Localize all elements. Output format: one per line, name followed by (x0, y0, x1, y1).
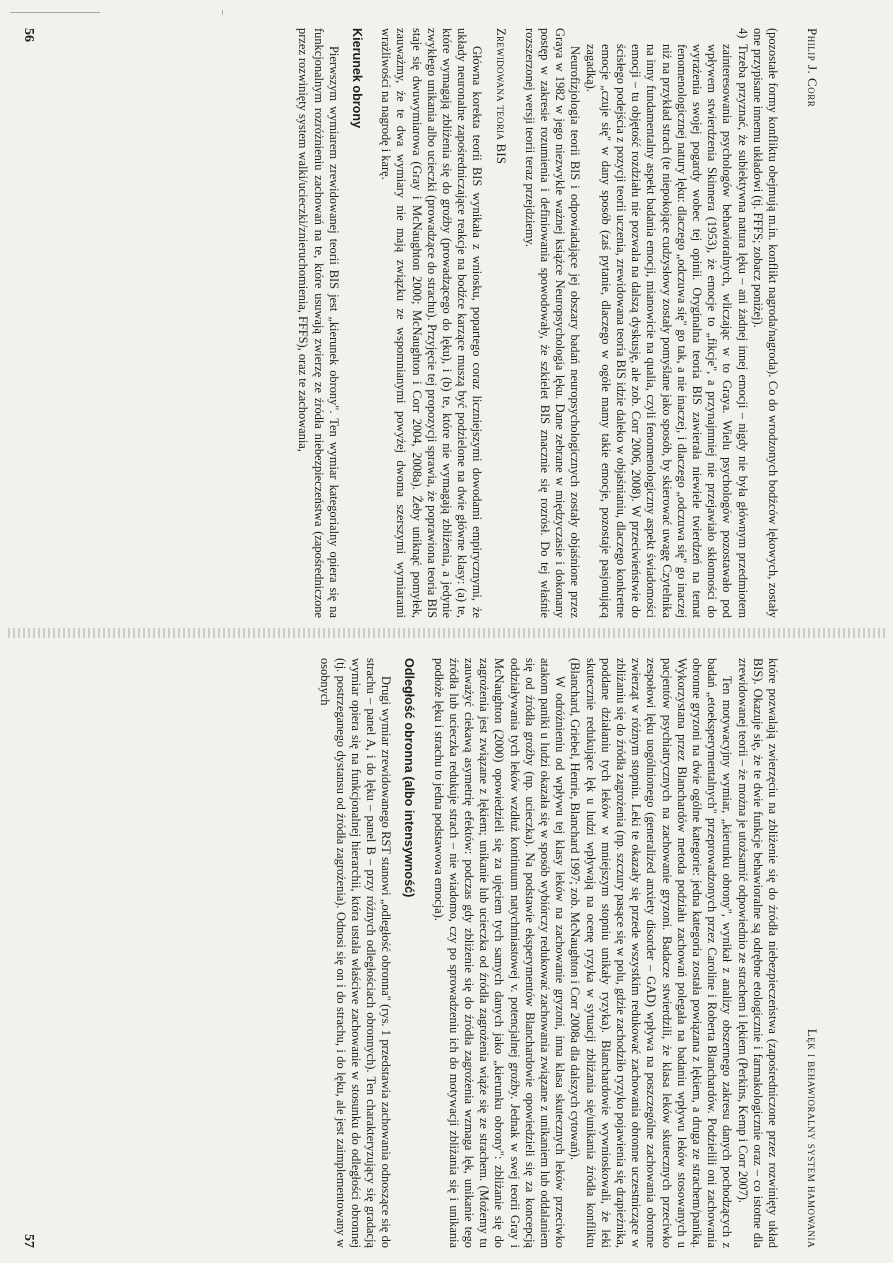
left-paragraph-3: Neurofizjologia teorii BIS i odpowiadające jej obszary badań neuropsychologicznych zostały objaśnione przez Graya w 1982 w jego niezwykle ważnej książce Neuropsychologia lęku. Dane zebrane w międzyczasie i dokonany postęp w zakresie rozumienia i definiowania spowodowały, że szkielet BIS znacznie się rozrósł. Do tej właśnie rozszerzonej wersji teorii teraz przejdziemy. (522, 28, 583, 618)
item-number: 4) (735, 28, 750, 39)
left-paragraph-5: Pierwszym wymiarem zrewidowanej teorii BIS jest „kierunek obrony". Ten wymiar kategorialny opiera się na funkcjonalnym rozróżnieniu zachowań na te, które usuwają zwierzę ze źródła niebezpieczeństwa (zapośredniczone przez rozwinięty system walki/ucieczki/znieruchomienia, FFFS), oraz te zachowania, (296, 28, 341, 618)
right-page-body (46, 658, 780, 1248)
scan-artifact-top (10, 12, 100, 13)
left-page-body (46, 28, 780, 618)
left-paragraph-2: Trzeba przyznać, że subiektywna natura lęku – ani żadnej innej emocji – nigdy nie była głównym przedmiotem zainteresowania psychologów behawioralnych, wliczając w to Graya. Wielu psychologów pozostawało pod wpływem stwierdzenia Skinnera (1953), że emocje to „fikcje", a przynajmniej nie przejawiało skłonności do wyrażenia swojej pogardy wobec tej opinii. Oryginalna teoria BIS zawierała niewiele twierdzeń na temat fenomenologicznej natury lęku: dlaczego „odczuwa się" go tak, a nie inaczej, i dlaczego „odczuwa się" go inaczej niż na przykład strach (te niepokojące cudzysłowy zostały pomyślane jako sposób, by skierować uwagę Czytelnika na inny fundamentalny aspekt badania emocji, mianowicie na qualia, czyli fenomenologiczny aspekt świadomości emocji – tu objętość rozdziału nie pozwala na dalszą dyskusję, ale zob. Corr 2006, 2008). W przeciwieństwie do ścisłego podejścia z pozycji teorii uczenia, zrewidowana teoria BIS idzie daleko w objaśnianiu, dlaczego konkretne emocje „czuje się" w dany sposób (zaś pytanie, dlaczego w ogóle mamy takie emocje, pozostaje pasjonującą zagadką). (583, 44, 750, 618)
subsection-heading-odleglosc: Odległość obronna (albo intensywność) (402, 658, 417, 898)
right-running-head: Lęk i behawioralny system hamowania (805, 1028, 820, 1248)
right-page (20, 658, 820, 1248)
left-paragraph-4: Główna korekta teorii BIS wynikała z wniosku, popartego coraz liczniejszymi dowodami empirycznymi, że układy neuronalne zapośredniczające reakcje na bodźce karzące muszą być podzielone na dwie główne klasy: (a) te, które wymagają zbliżenia się do groźby (prowadzącego do lęku), i (b) te, które nie wymagają zbliżenia, a jedynie zwykłego unikania albo ucieczki (prowadzące do strachu). Przyjęcie tej propozycji sprawia, że poprawiona teoria BIS staje się dwuwymiarowa (Gray i McNaughton 2000; McNaughton i Corr 2004, 2008a). Żeby uniknąć pomyłek, zauważmy, że te dwa wymiary nie mają związku ze wspomnianymi powyżej dwoma szerszymi wymiarami wrażliwości na nagrodę i karę. (379, 28, 485, 618)
left-running-head: Philip J. Corr (805, 28, 820, 108)
right-paragraph-2: Ten motywacyjny wymiar, „kierunku obrony", wynikał z analizy obszernego zakresu danych pochodzących z badań „etoeksperymentalnych" przeprowadzonych przez Caroline i Roberta Blanchardów. Podzielili oni zachowania obronne gryzoni na dwie ogólne kategorie: jedna kategoria została powiązana z lękiem, a druga ze strachem/paniką. Wykorzystana przez Blanchardów metoda podziału zachowań polegała na badaniu wpływu leków stosowanych u pacjentów psychiatrycznych na zachowanie gryzoni. Badacze stwierdzili, że klasa leków skutecznych przeciwko zespołowi lęku uogólnionego (generalized anxiety disorder – GAD) wpływa na poszczególne zachowania obronne zwierząt w różnym stopniu. Leki te okazały się przede wszystkim redukować zachowania obronne uczestniczące w zbliżaniu się do źródła zagrożenia (np. szczury pasące się w polu, gdzie zachodziło ryzyko pojawienia się drapieżnika, poddane działaniu tych leków w mniejszym stopniu unikały ryzyka). Blanchardowie wywnioskowali, że leki skutecznie redukujące lęk u ludzi wpływają na ocenę ryzyka w sytuacji zbliżania się/unikania źródła konfliktu (Blanchard, Griebel, Henrie, Blanchard 1997; zob. McNaughton i Corr 2008a dla dalszych cytowań). (568, 658, 735, 1248)
scan-artifact-top-mark (222, 10, 223, 15)
right-paragraph-4: Drugi wymiar zrewidowanego RST stanowi „odległość obronna" (rys. 1 przedstawia zachowania odnoszące się do strachu – panel A, i do lęku – panel B – przy różnych odległościach obronnych). Ten charakteryzujący się gradacją wymiar opiera się na funkcjonalnej hierarchii, która ustala właściwe zachowanie w stosunku do odległości obronnej (tj. postrzeganego dystansu od źródła zagrożenia). Odnosi się on i do strachu, i do lęku, ale jest zaimplementowany w osobnych (318, 658, 394, 1248)
left-paragraph-1: (pozostałe formy konfliktu obejmują m.in. konflikt nagroda/nagroda). Co do wrodzonych bodźców lękowych, zostały one przypisane innemu układowi (tj. FFFS; zobacz poniżej). (750, 28, 780, 618)
right-paragraph-1: które pozwalają zwierzęciu na zbliżenie się do źródła niebezpieczeństwa (zapośredniczone przez rozwinięty układ BIS). Okazuje się, że te dwie funkcje behawioralne są odrębne etologicznie i farmakologicznie oraz – co istotne dla zrewidowanej teorii – że można je utożsamić odpowiednio ze strachem i lękiem (Perkins, Kemp i Corr 2007). (735, 658, 780, 1248)
left-page-number: 56 (21, 28, 36, 42)
subsection-heading-kierunek: Kierunek obrony (349, 28, 364, 129)
section-heading: Zrewidowana teoria BIS (493, 28, 508, 165)
right-page-number: 57 (21, 1234, 36, 1248)
page-fold (8, 628, 885, 638)
left-page (20, 28, 820, 618)
right-paragraph-3: W odróżnieniu od wpływu tej klasy leków na zachowanie gryzoni, inna klasa skutecznych leków przeciwko atakom paniki u ludzi okazała się w sposób wybiórczy redukować zachowania związane z unikaniem lub oddalaniem się od źródła groźby (np. ucieczka). Na podstawie eksperymentów Blanchardowie opowiedzieli się za koncepcją oddziaływania tych leków wzdłuż kontinuum natychmiastowej v. potencjalnej groźby. Jednak w swej teorii Gray i McNaughton (2000) opowiedzieli się za ujęciem tych samych danych jako „kierunku obrony": zbliżanie się do zagrożenia jest związane z lękiem; unikanie lub ucieczka od źródła zagrożenia wiąże się ze strachem. (Możemy tu zauważyć ciekawą asymetrię efektów: podczas gdy zbliżenie się do źródła zagrożenia wzmaga lęk, unikanie tego źródła lub ucieczka redukuje strach – nie wiadomo, czy po sprowadzeniu ich do motywacji zbliżania się i unikania podłoże lęku i strachu to jedna podstawowa emocja). (431, 658, 568, 1248)
numbered-item-4 (582, 28, 749, 618)
